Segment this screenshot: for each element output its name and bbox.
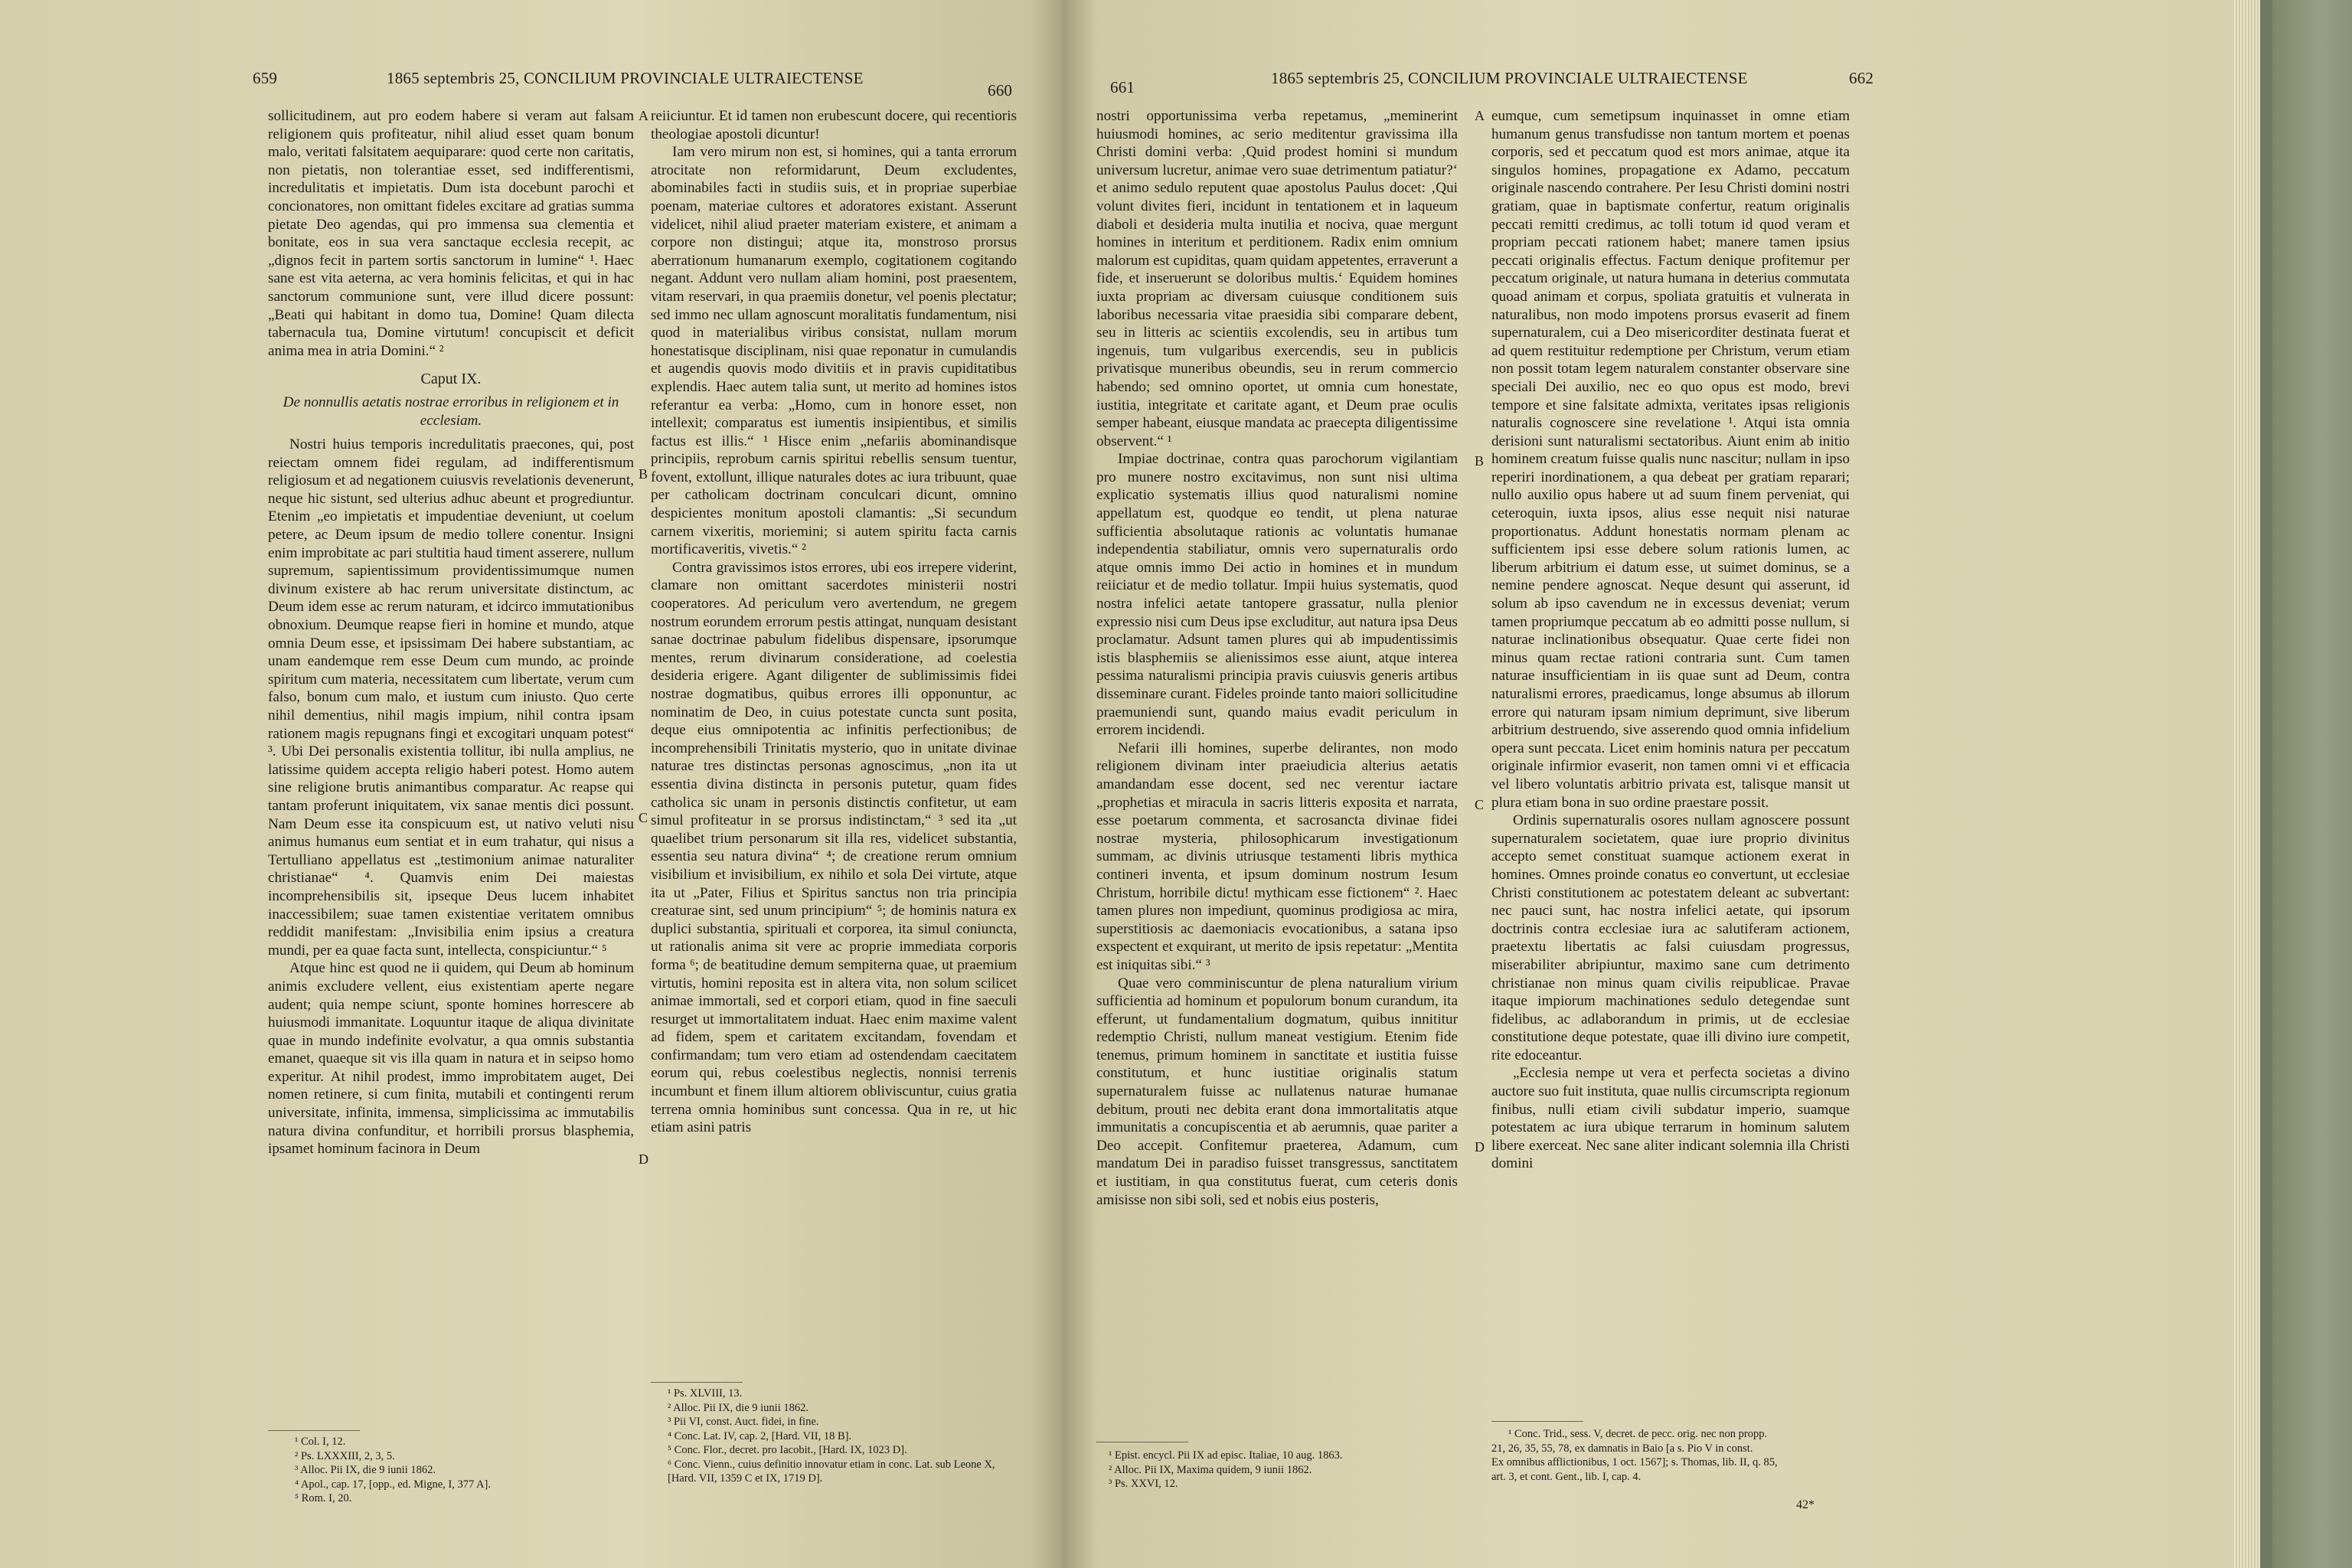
page-edges bbox=[2234, 0, 2260, 1568]
paragraph: „Ecclesia nempe ut vera et perfecta societas a divino auctore suo fuit instituta, quae nullis circumscripta regionum finibus, nulli etiam civili subdatur imperio, suamque potestatem ac iura ubique terrarum in hominum salutem libere exerceat. Nec sane aliter indicant solemnia illa Christi domini bbox=[1491, 1065, 1850, 1172]
running-head-text: 1865 septembris 25, CONCILIUM PROVINCIALE ULTRAIECTENSE bbox=[387, 69, 864, 87]
paragraph: Ordinis supernaturalis osores nullam agnoscere possunt supernaturalem societatem, quae iure proprio divinitus accepto semet constituat suamque actionem exerat in homines. Omnes proinde conatus eo convertunt, ut ecclesiae Christi constitutionem ac potestatem deleant ac subvertant: nec pauci sunt, hac nostra infelici aetate, qui ipsorum doctrinis contra ecclesiae iura ac salutiferam actionem, praetextu libertatis ac falsi cuiusdam progressus, miserabiliter abripiuntur, maximo sane cum detrimento christianae non minus quam civilis reipublicae. Pravae itaque impiorum machinationes sedulo detegendae sunt fidelibus, ac adlaborandum in primis, ut de ecclesiae constitutione deque potestate, quae illi divino iure competit, rite edoceantur. bbox=[1491, 812, 1850, 1063]
right-column-2-footnotes bbox=[1491, 1427, 1778, 1484]
left-page bbox=[0, 0, 1063, 1568]
footnote-rule bbox=[651, 1382, 743, 1383]
footnote-rule bbox=[268, 1430, 360, 1431]
margin-letter-a: A bbox=[1475, 108, 1485, 123]
left-column-1 bbox=[268, 107, 634, 1158]
footnote: art. 3, et cont. Gent., lib. I, cap. 4. bbox=[1491, 1470, 1642, 1483]
page-number-660: 660 bbox=[988, 81, 1013, 100]
margin-letter-c: C bbox=[1475, 797, 1485, 812]
footnote: ² Ps. LXXXIII, 2, 3, 5. bbox=[295, 1449, 395, 1462]
margin-letter-d: D bbox=[639, 1152, 648, 1167]
chapter-heading: Caput IX. bbox=[420, 371, 482, 388]
footnote: ⁵ Conc. Flor., decret. pro Iacobit., [Hard. IX, 1023 D]. bbox=[668, 1444, 907, 1456]
footnote: ¹ Epist. encycl. Pii IX ad episc. Italiae, 10 aug. 1863. bbox=[1109, 1449, 1343, 1462]
paragraph: Iam vero mirum non est, si homines, qui a tanta errorum atrocitate non reformidarunt, Deum excludentes, abominabiles facti in studiis suis, et in propriae superbiae poenam, materiae cultores et adoratores existant. Asserunt videlicet, nihil aliud praeter materiam existere, et animam a corpore non distingui; atque ita, monstroso prorsus aberrationum humanarum exemplo, cogitationem cogitando negant. Addunt vero nullam aliam homini, post praesentem, vitam reservari, in qua praemiis donetur, vel poenis plectatur; sed immo nec ullam agnoscunt moralitatis fundamentum, nisi quod in materialibus viribus consistat, nullam morum honestatisque disciplinam, nisi quae reponatur in cumulandis et augendis quovis modo divitiis et in pravis cupiditatibus explendis. Haec autem talia sunt, ut merito ad homines istos referantur ea verba: „Homo, cum in honore esset, non intellexit; comparatus est iumentis insipientibus, et similis factus est illis.“ ¹ Hisce enim „nefariis abominandisque principiis, reprobum carnis spiritui rebellis sensum tuentur, fovent, extollunt, illique naturales dotes ac iura tribuunt, quae per catholicam doctrinam conculcari dicunt, omnino despicientes monitum apostoli clamantis: „Si secundum carnem vixeritis, moriemini; si autem spiritu facta carnis mortificaveritis, vivetis.“ ² bbox=[651, 144, 1017, 558]
footnote: 21, 26, 35, 55, 78, ex damnatis in Baio [a s. Pio V in const. bbox=[1491, 1442, 1753, 1455]
page-number-661: 661 bbox=[1110, 78, 1135, 96]
paragraph: Nefarii illi homines, superbe delirantes, non modo religionem divinam inter praeiudicia alterius aetatis amandandam esse docent, sed nec verentur iactare „prophetias et miracula in sacris litteris exposita et narrata, esse poetarum commenta, et sacrosancta divinae fidei nostrae mysteria, philosophicarum investigationum summam, ac divinis utriusque testamenti libris mythica contineri inventa, et ipsum dominum nostrum Iesum Christum, horribile dictu! mythicam esse fictionem“ ². Haec tamen plures non impediunt, quominus prodigiosa ac mira, superstitiosis ac daemoniacis evocationibus, a satana ipso exspectent et exquirant, ut merito de ipsis repetatur: „Mentita est iniquitas sibi.“ ³ bbox=[1096, 740, 1458, 973]
signature-mark: 42* bbox=[1796, 1498, 1815, 1511]
paragraph: Nostri huius temporis incredulitatis praecones, qui, post reiectam omnem fidei regulam, ad indifferentismum religiosum et ad negationem cuiusvis revelationis devenerunt, neque hic sistunt, sed ulterius adhuc abeunt et progrediuntur. Etenim „eo impietatis et impudentiae deveniunt, ut coelum petere, ac Deum ipsum de medio tollere conentur. Insigni enim improbitate ac pari stultitia haud timent asserere, nullum supremum, sapientissimum providentissimumque numen divinum existere ab hac rerum universitate distinctum, ac Deum idem esse ac rerum naturam, et idcirco immutationibus obnoxium. Deumque reapse fieri in homine et mundo, atque omnia Deum esse, et ipsissimam Dei habere substantiam, ac unam eandemque rem esse Deum cum mundo, ac proinde spiritum cum materia, necessitatem cum libertate, verum cum falso, bonum cum malo, et iustum cum iniusto. Quo certe nihil dementius, nihil magis impium, nihil contra ipsam rationem magis repugnans fingi et excogitari unquam potest“ ³. Ubi Dei personalis existentia tollitur, ibi nulla amplius, ne latissime quidem accepta religio haberi potest. Homo autem sine religione brutis animantibus comparatur. Ac reapse qui tantam proferunt iniquitatem, vix sanae mentis dici possunt. Nam Deum esse ita conspicuum est, ut nativo veluti nisu animus humanus eum sentiat et in eum trahatur, qui nisus a Tertulliano appellatus est „testimonium animae naturaliter christianae“ ⁴. Quamvis enim Dei maiestas incomprehensibilis sit, ipseque Deus lucem inhabitet inaccessibilem; suae tamen existentiae veritatem omnibus reddidit manifestam: „Invisibilia enim ipsius a creatura mundi, per ea quae facta sunt, intellecta, conspiciuntur.“ ⁵ bbox=[268, 436, 634, 959]
left-column-1-footnotes bbox=[295, 1435, 491, 1506]
margin-letter-b: B bbox=[639, 466, 648, 482]
paragraph: eumque, cum semetipsum inquinasset in omne etiam humanum genus transfudisse non tantum mortem et poenas corporis, sed et peccatum quod est mors animae, atque ita singulos homines, propagatione ex Adamo, peccatum originale nascendo contrahere. Per Iesu Christi domini nostri gratiam, quae in baptismate confertur, reatum originalis peccati remitti credimus, ac tolli totum id quod veram et propriam peccati rationem habet; manere tamen ipsius peccati originalis effectus. Factum denique profitemur per peccatum originale, ut natura humana in deterius commutata quoad animam et corpus, spoliata gratuitis et vulnerata in naturalibus, non modo impotens prorsus evaserit ad finem supernaturalem, cui a Deo misericorditer destinata fuerat et ad quem restituitur redemptione per Christum, verum etiam non possit totam legem naturalem constanter observare sine speciali Dei auxilio, nec eo quo opus est modo, brevi tempore et sine falsitate admixta, veritates ipsas religionis naturalis cognoscere sine revelatione ¹. Atqui ista omnia derisioni sunt naturalismi sectatoribus. Aiunt enim ab initio hominem creatum fuisse qualis nunc nascitur; nullam in ipso reperiri inordinationem, a qua debeat per gratiam reparari; nullo auxilio opus habere ut ad suum finem perveniat, qui ceteroquin, iuxta ipsos, alius esse nequit nisi naturae proportionatus. Addunt honestatis normam plenam ac sufficientem ipsi esse debere solum rationis lumen, ac liberum arbitrium ei datum esse, ut suimet dominus, se a nemine pendere agnoscat. Neque desunt qui asserunt, id solum ab ipso cavendum ne in excessus deveniat; verum tamen propriumque peccatum ab eo admitti posse nullum, si naturae inclinationibus obsequatur. Quae certe fidei non minus quam rectae rationi contraria sunt. Cum tamen naturae insufficientiam in iis quae sunt ad Deum, contra naturalismi errores, praedicamus, longe absumus ab illorum errore qui naturam ipsam nimium deprimunt, sive liberum arbitrium destruendo, sive asserendo quod omnia infidelium opera sunt peccata. Licet enim hominis natura per peccatum originale infirmior evaserit, non tamen omni vi et efficacia vel libero voluntatis arbitrio privata est, talisque mansit ut plura etiam bona in suo ordine praestare possit. bbox=[1491, 108, 1850, 811]
right-page bbox=[1063, 0, 2234, 1568]
footnote: ⁴ Conc. Lat. IV, cap. 2, [Hard. VII, 18 B]. bbox=[668, 1429, 852, 1442]
running-head-text: 1865 septembris 25, CONCILIUM PROVINCIALE ULTRAIECTENSE bbox=[1271, 69, 1748, 87]
footnote: ⁶ Conc. Vienn., cuius definitio innovatur etiam in conc. Lat. sub Leone X, [Hard. VII, 1359 C et IX, 1719 D]. bbox=[668, 1458, 995, 1485]
paragraph: Contra gravissimos istos errores, ubi eos irrepere viderint, clamare non omittant sacerdotes ministerii nostri cooperatores. Ad periculum vero avertendum, ne gregem nostrum eorundem errorum pestis attingat, nunquam desistant sanae doctrinae pabulum fidelibus dispensare, ipsorumque mentes, rerum divinarum consideratione, ad coelestia desideria erigere. Agant diligenter de sublimissimis fidei nostrae dogmatibus, quibus errores illi opponuntur, ac nominatim de Deo, in cuius potestate cuncta sunt posita, deque eius omnipotentia ac infinitis perfectionibus; de incomprehensibili Trinitatis mysterio, quo in unitate divinae naturae tres distinctas personas agnoscimus, „non ita ut essentia divina distincta in personis putetur, quam fides catholica sic unam in personis distinctis confitetur, ut eam simul profiteatur in se prorsus indistinctam,“ ³ sed ita „ut quaelibet trium personarum sit illa res, videlicet substantia, essentia seu natura divina“ ⁴; de creatione rerum omnium visibilium et invisibilium, ex nihilo et sola Dei virtute, atque ita ut „Pater, Filius et Spiritus sanctus non tria principia creaturae sint, sed unum principium“ ⁵; de hominis natura ex duplici substantia, spirituali et corporea, ita simul coniuncta, ut rationalis anima sit vere ac proprie immediata corporis forma ⁶; de beatitudine demum sempiterna quae, ut praemium virtutis, homini reposita est in altera vita, non solum scilicet animae immortali, sed et corpori etiam, quod in fine saeculi resurget ut immortalitatem induat. Haec enim maxime valent ad fidem, spem et caritatem excitandam, fovendam et confirmandam; tum vero etiam ad ostendendam caecitatem eorum qui, rebus coelestibus neglectis, nonnisi terrenis incumbunt et finem illum altiorem obliviscuntur, cuius gratia terrena omnia hominibus sunt concessa. Qua in re, ut hic etiam asini patris bbox=[651, 559, 1017, 1136]
book-cover bbox=[2272, 0, 2352, 1568]
footnote-rule bbox=[1491, 1421, 1583, 1422]
right-column-1-footnotes bbox=[1109, 1449, 1343, 1491]
footnote: ¹ Col. I, 12. bbox=[295, 1436, 346, 1448]
footnote: ⁵ Rom. I, 20. bbox=[295, 1492, 352, 1504]
right-column-1 bbox=[1096, 107, 1458, 1209]
margin-letter-b: B bbox=[1475, 453, 1485, 469]
paragraph: Atque hinc est quod ne ii quidem, qui Deum ab hominum animis excludere vellent, eius existentiam aperte negare audent; quia nempe sciunt, sponte homines horrescere ab huiusmodi immanitate. Loquuntur itaque de aliqua divinitate quae in mundo indefinite evolvatur, a qua omnis substantia emanet, quaeque sit vis illa quam in natura et in seipso homo experitur. At nihil prodest, immo improbitatem auget, Dei nomen retinere, si cum finita, mutabili et contingenti rerum universitate, infinita, immensa, simplicissima ac immutabilis natura divina confunditur, et horribili prorsus blasphemia, ipsamet hominum facinora in Deum bbox=[268, 960, 634, 1158]
left-column-2-footnotes bbox=[651, 1387, 1018, 1486]
footnote: ² Alloc. Pii IX, die 9 iunii 1862. bbox=[668, 1401, 808, 1414]
footnote: ³ Ps. XXVI, 12. bbox=[1109, 1478, 1178, 1490]
paragraph: sollicitudinem, aut pro eodem habere si veram aut falsam religionem quis profiteatur, nihil aliud esset quam bonum malo, veritati falsitatem aequiparare: quod certe non caritatis, non pietatis, non tolerantiae esset, sed indifferentismi, incredulitatis et impietatis. Dum ista docebunt parochi et concionatores, non omittant fideles excitare ad gratias summa pietate Deo agendas, qui pro immensa sua clementia et bonitate, eos in sua vera sanctaque ecclesia recepit, ac „dignos fecit in partem sortis sanctorum in lumine“ ¹. Haec sane est vita aeterna, ac vera hominis felicitas, et qui in hac sanctorum communione sunt, vere illud dicere possunt: „Beati qui habitant in domo tua, Domine! Quam dilecta tabernacula tua, Domine virtutum! concupiscit et deficit anima mea in atria Domini.“ ² bbox=[268, 108, 634, 359]
paragraph: Impiae doctrinae, contra quas parochorum vigilantiam pro munere nostro excitavimus, non sunt nisi ultima explicatio systematis illius quod naturalismi nomine appellatum est, quodque eo tendit, ut plena naturae sufficientia absolutaque rationis ac voluntatis humanae independentia stabiliatur, omnis vero supernaturalis ordo atque omnis immo Dei actio in homines et in mundum reiiciatur et de medio tollatur. Impii huius systematis, quod nostra infelici aetate tantopere grassatur, nulla plenior expressio nisi cum Deus ipse excluditur, aut natura ipsa Deus proclamatur. Adsunt tamen plures qui ab impudentissimis istis blasphemiis se alienissimos esse aiunt, atque interea pessima naturalismi principia pravis cuiusvis generis artibus disseminare curant. Fideles proinde tanto maiori sollicitudine praemuniendi sunt, quando maius evadit periculum in errorem incidendi. bbox=[1096, 451, 1458, 739]
footnote: Ex omnibus afflictionibus, 1 oct. 1567]; s. Thomas, lib. II, q. 85, bbox=[1491, 1456, 1778, 1468]
paragraph: reiiciuntur. Et id tamen non erubescunt docere, qui recentioris theologiae apostoli dicuntur! bbox=[651, 108, 1017, 142]
footnote: ¹ Ps. XLVIII, 13. bbox=[668, 1387, 743, 1400]
footnote: ³ Alloc. Pii IX, die 9 iunii 1862. bbox=[295, 1464, 436, 1476]
footnote: ² Alloc. Pii IX, Maxima quidem, 9 iunii 1862. bbox=[1109, 1463, 1312, 1476]
chapter-subtitle: De nonnullis aetatis nostrae erroribus in religionem et in ecclesiam. bbox=[283, 394, 619, 429]
paragraph: nostri opportunissima verba repetamus, „meminerint huiusmodi homines, ac serio meditentur gravissima illa Christi domini verba: ‚Quid prodest homini si mundum universum lucretur, animae vero suae detrimentum patiatur?‘ et animo sedulo reputent quae apostolus Paulus docet: ‚Qui volunt divites fieri, incidunt in tentationem et in laqueum diaboli et desideria multa inutilia et nociva, quae mergunt homines in interitum et perditionem. Radix enim omnium malorum est cupiditas, quam quidam appetentes, erraverunt a fide, et inseruerunt se doloribus multis.‘ Equidem homines iuxta propriam ac diversam cuiusque conditionem suis laboribus necessaria vitae praesidia sibi comparare debent, seu in litteris ac scientiis excolendis, seu in artibus tum ingenuis, tum vulgaribus exercendis, seu in publicis privatisque muneribus obeundis, seu in rerum commercio habendo; sed omnino oportet, ut omnia cum honestate, iustitia, integritate et caritate agant, et Deum prae oculis semper habeant, eiusque mandata ac praecepta diligentissime observent.“ ¹ bbox=[1096, 108, 1458, 449]
footnote: ⁴ Apol., cap. 17, [opp., ed. Migne, I, 377 A]. bbox=[295, 1478, 491, 1491]
footnote: ³ Pii VI, const. Auct. fidei, in fine. bbox=[668, 1416, 819, 1428]
page-number-659: 659 bbox=[253, 69, 278, 87]
paragraph: Quae vero comminiscuntur de plena naturalium virium sufficientia ad hominum et populorum bonum curandum, ita efferunt, ut fundamentalium dogmatum, quibus innititur redemptio Christi, nullum maneat vestigium. Etenim fide tenemus, primum hominem in sanctitate et iustitia fuisse constitutum, et hunc iustitiae originalis statum supernaturalem fuisse ac nullatenus naturae humanae debitum, prouti nec debita erant dona immortalitatis atque immunitatis a concupiscentia et ab aerumnis, quae pariter a Deo accepit. Confitemur praeterea, Adamum, cum mandatum Dei in paradiso fuisset transgressus, sanctitatem et iustitiam, in qua constitutus fuerat, cum ceteris donis amisisse non sibi soli, sed et nobis eius posteris, bbox=[1096, 975, 1458, 1208]
margin-letter-c: C bbox=[639, 810, 648, 825]
book-board bbox=[2260, 0, 2272, 1568]
margin-letter-a: A bbox=[639, 108, 648, 123]
margin-letter-d: D bbox=[1475, 1139, 1485, 1155]
footnote: ¹ Conc. Trid., sess. V, decret. de pecc. orig. nec non propp. bbox=[1508, 1428, 1768, 1440]
right-column-2 bbox=[1491, 107, 1850, 1173]
left-column-2 bbox=[651, 107, 1017, 1137]
page-number-662: 662 bbox=[1849, 69, 1874, 87]
